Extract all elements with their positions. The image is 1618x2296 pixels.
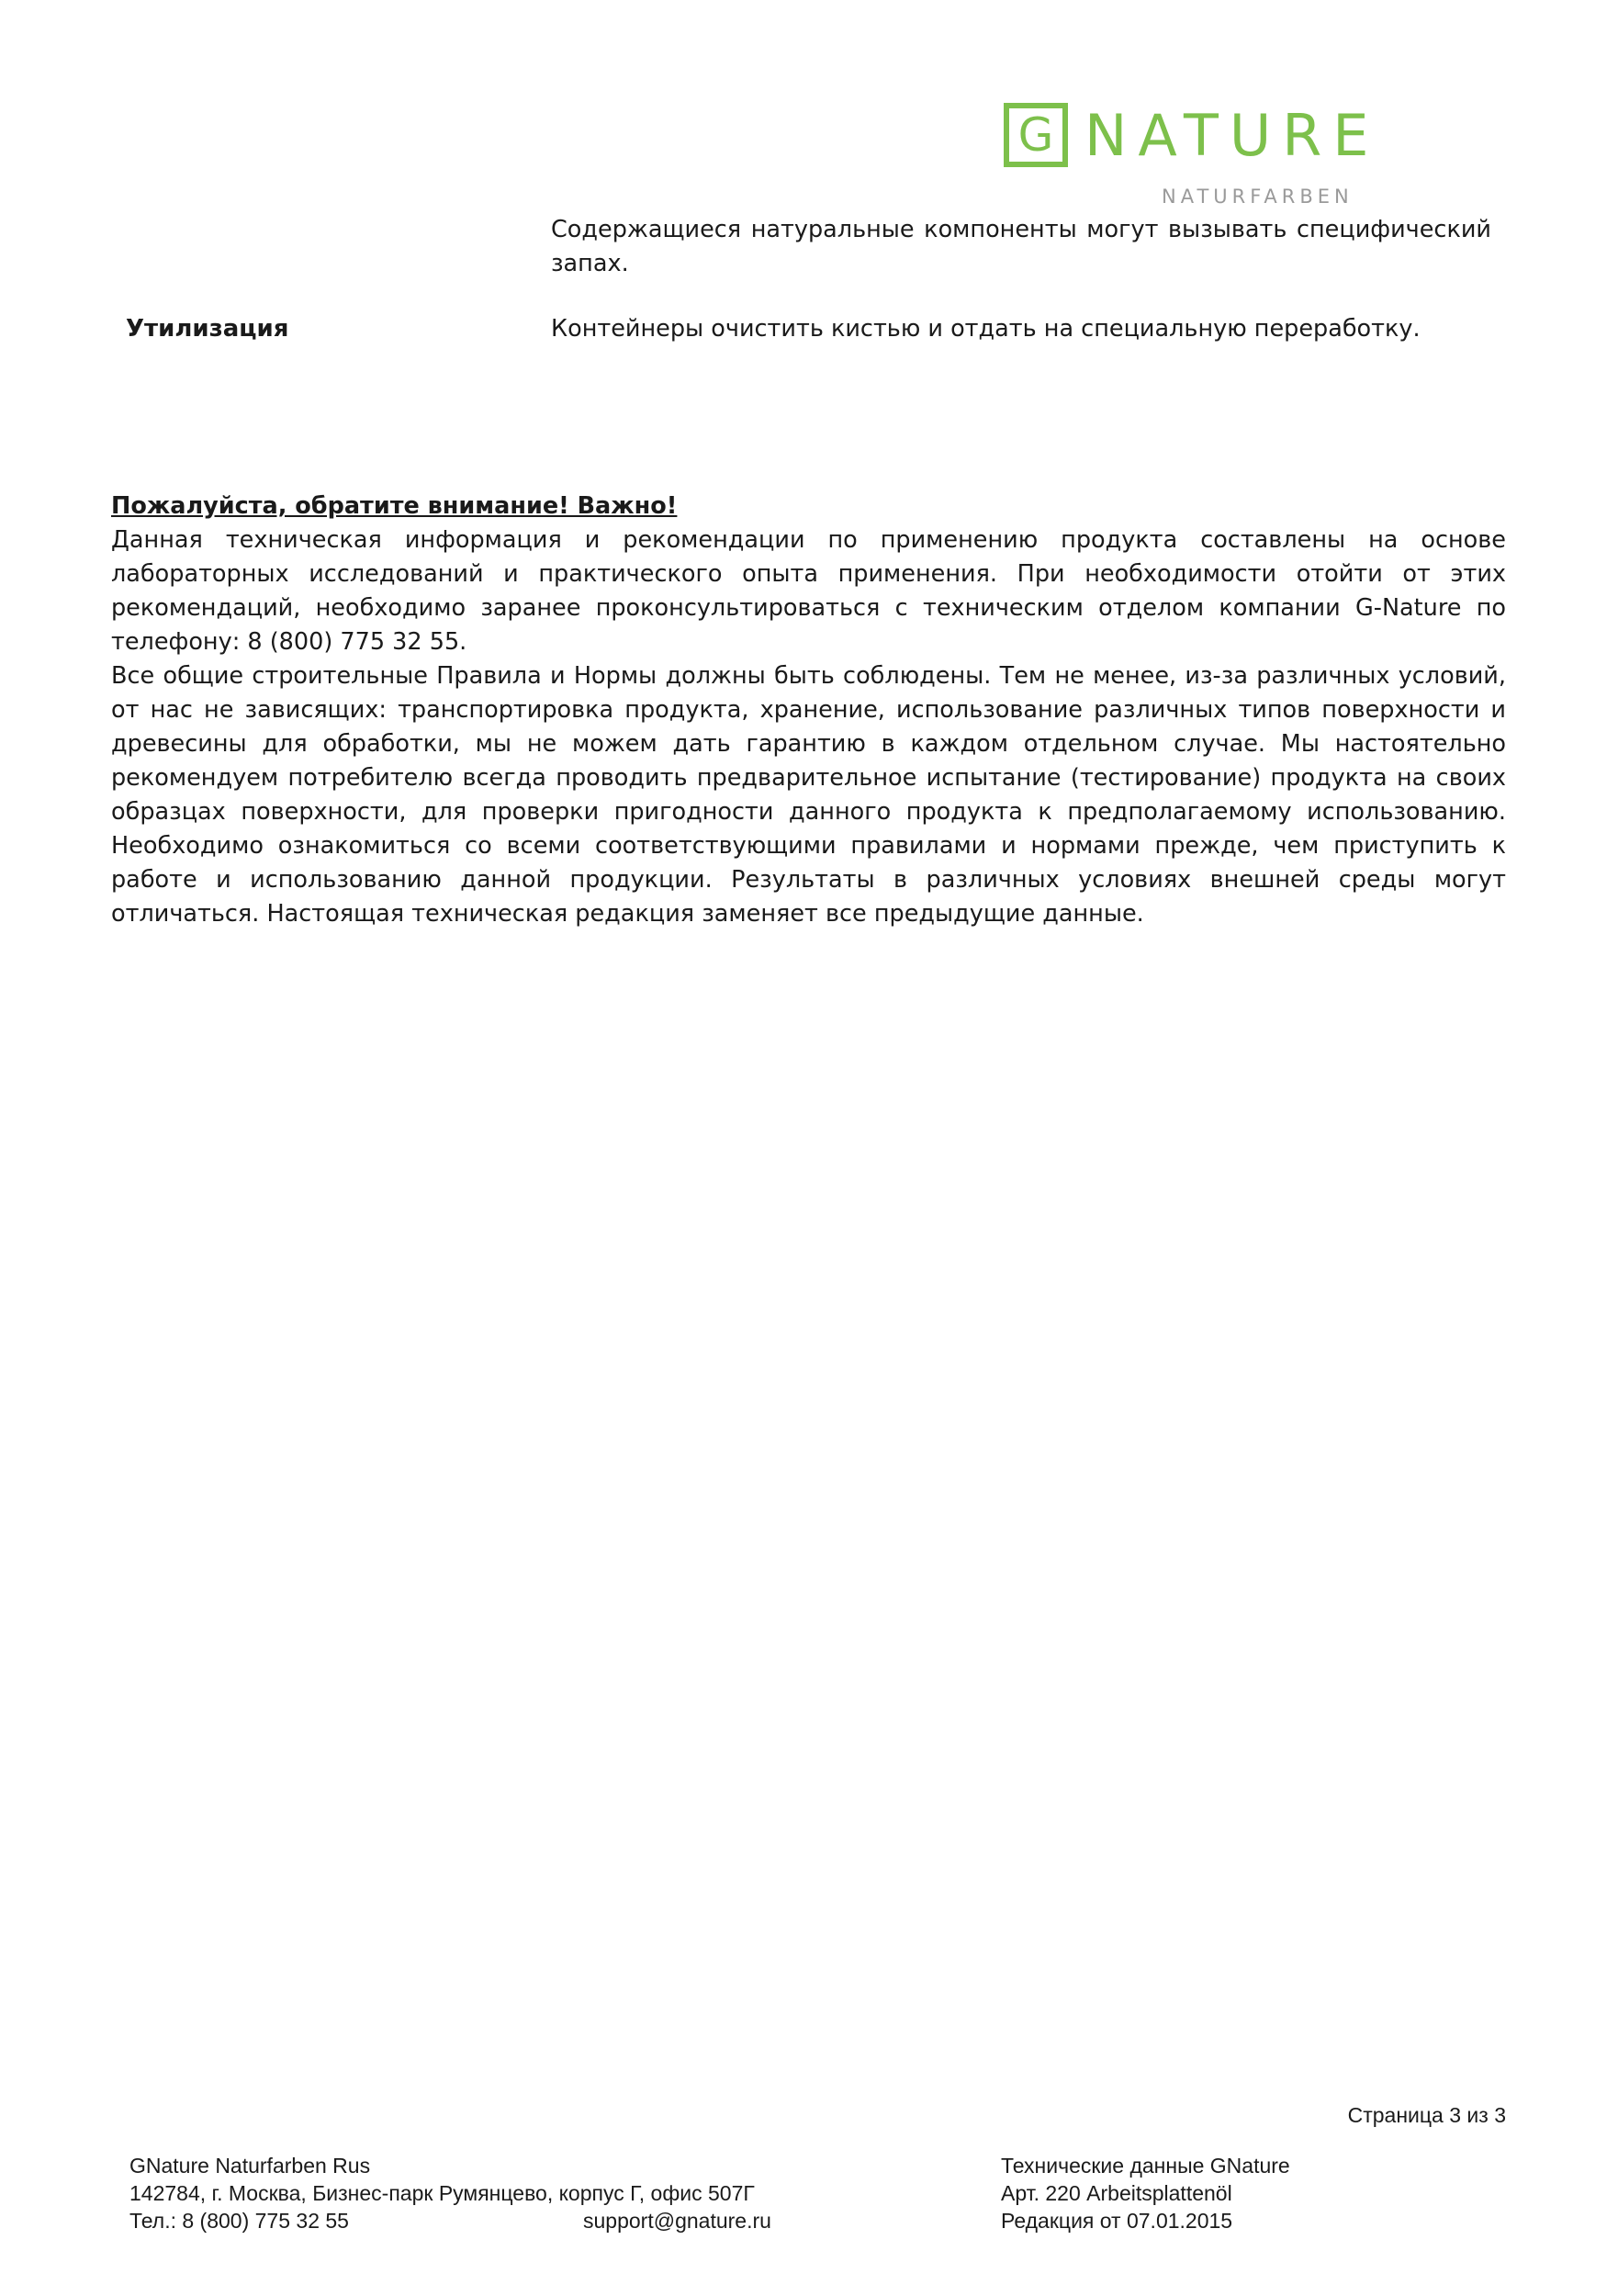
page-number: Страница 3 из 3 [1347,2103,1506,2127]
notice-paragraph-2: Все общие строительные Правила и Нормы должны быть соблюдены. Тем не менее, из-за различных условий, от нас не зависящих: транспортировка продукта, хранение, использование различных типов поверхности и древесины для обработки, мы не можем дать гарантию в каждом отдельном случае. Мы настоятельно рекомендуем потребителю всегда проводить предварительное испытание (тестирование) продукта на своих образцах поверхности, для проверки пригодности данного продукта к предполагаемому использованию. Необходимо ознакомиться со всеми соответствующими правилами и нормами прежде, чем приступить к работе и использованию данной продукции. Результаты в различных условиях внешней среды могут отличаться. Настоящая техническая редакция заменяет все предыдущие данные. [111,662,1506,928]
brand-logo [1004,103,1408,213]
notice-paragraph-1: Данная техническая информация и рекомендации по применению продукта составлены на основе лабораторных исследований и практического опыта применения. При необходимости отойти от этих рекомендаций, необходимо заранее проконсультироваться с техническим отделом компании G-Nature по телефону: 8 (800) 775 32 55. [111,526,1506,656]
disposal-value: Контейнеры очистить кистью и отдать на специальную переработку. [551,315,1421,343]
footer-phone: Тел.: 8 (800) 775 32 55 [129,2209,349,2233]
footer-company-info [129,2152,771,2234]
logo-wordmark: NATURE [1084,102,1380,169]
footer-revision: Редакция от 07.01.2015 [1001,2209,1233,2233]
footer-email[interactable]: support@gnature.ru [583,2209,771,2233]
notice-title: Пожалуйста, обратите внимание! Важно! [111,492,678,520]
footer-document-info [1001,2152,1290,2234]
disposal-label: Утилизация [126,315,289,343]
footer-company: GNature Naturfarben Rus [129,2154,371,2178]
smell-note: Содержащиеся натуральные компоненты могут вызывать специфический запах. [551,216,1491,277]
logo-letter: G [1017,108,1054,162]
footer-contacts [129,2207,771,2234]
footer-doc-title: Технические данные GNature [1001,2154,1290,2178]
footer-address: 142784, г. Москва, Бизнес-парк Румянцево, корпус Г, офис 507Г [129,2181,755,2205]
logo-subtitle: NATURFARBEN [1162,186,1354,208]
footer-article: Арт. 220 Arbeitsplattenöl [1001,2181,1232,2205]
important-notice [111,490,1506,931]
